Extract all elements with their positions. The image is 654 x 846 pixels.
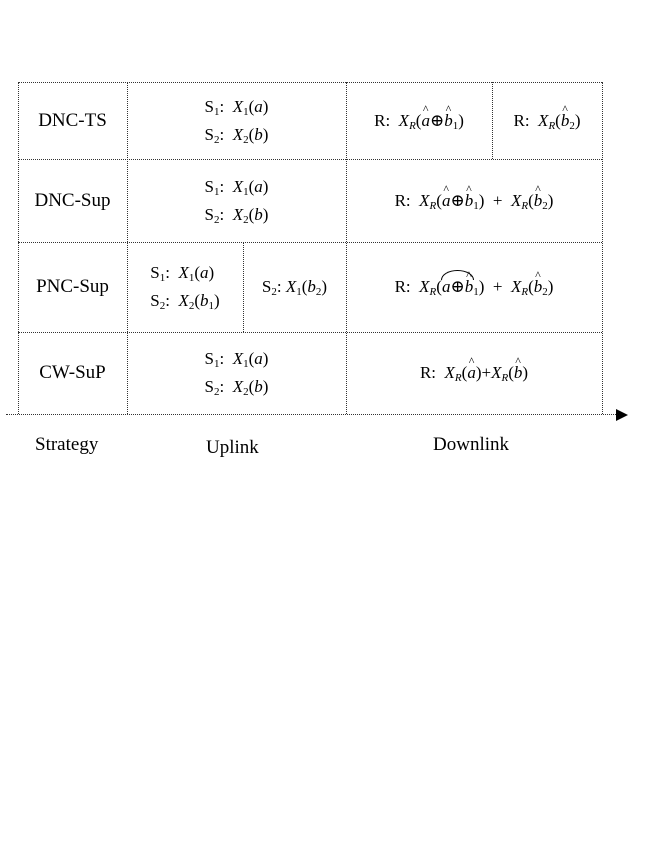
axis-label-strategy: Strategy — [35, 434, 99, 455]
downlink-cell-b: R: $X_R(\^{}$ $b_2$) — [492, 82, 602, 159]
uplink-s2-b2: $S_2$: $X_1(b_2)$ — [261, 277, 328, 298]
strategy-name: DNC-TS — [38, 109, 107, 131]
row-dnc-ts — [18, 82, 602, 159]
strategy-name: PNC-Sup — [36, 276, 109, 297]
row-pnc-sup — [18, 242, 602, 332]
downlink-cell-a: R: $X_R(\^{}$ a⊕^ $b_1$) — [346, 82, 492, 159]
uplink-s1: $S_1$: $X_1(a)$ — [204, 349, 269, 370]
row-cw-sup — [18, 332, 602, 414]
uplink-s1: $S_1$: $X_1(a)$ — [204, 96, 269, 118]
uplink-s2: $S_2$: $X_2(b)$ — [204, 377, 269, 398]
row-dnc-sup — [18, 159, 602, 242]
arrow-right-icon — [616, 409, 628, 421]
downlink-cell: R: $X_R(\^{}$ a⊕^ $b_1$) + $X_R(\^{}$ $b_2$) — [346, 159, 602, 242]
uplink-s1: $S_1$: $X_1(a)$ — [150, 263, 215, 284]
uplink-cell — [127, 82, 346, 159]
time-axis — [6, 414, 620, 415]
uplink-cell-b — [243, 242, 346, 332]
uplink-cell — [127, 332, 346, 414]
grid-line-right — [602, 82, 603, 414]
uplink-s1: $S_1$: $X_1(a)$ — [204, 176, 269, 198]
axis-label-downlink: Downlink — [433, 434, 509, 455]
uplink-cell-a — [127, 242, 243, 332]
uplink-s2: $S_2$: $X_2(b)$ — [204, 124, 269, 146]
strategy-name: CW-SuP — [39, 362, 106, 383]
downlink-cell: R: $X_R(a\oplus\^{}$ $b_1$) + $X_R(\^{}$ $b_2$) — [346, 242, 602, 332]
axis-label-uplink: Uplink — [206, 437, 259, 458]
uplink-s2: $S_2$: $X_2(b)$ — [204, 204, 269, 226]
downlink-cell: R: $X_R(\^{}$ $a)+X_R(\^{}$ b) — [346, 332, 602, 414]
uplink-cell — [127, 159, 346, 242]
strategy-name: DNC-Sup — [34, 189, 111, 211]
uplink-s2: $S_2$: $X_2(b_1)$ — [150, 291, 220, 312]
